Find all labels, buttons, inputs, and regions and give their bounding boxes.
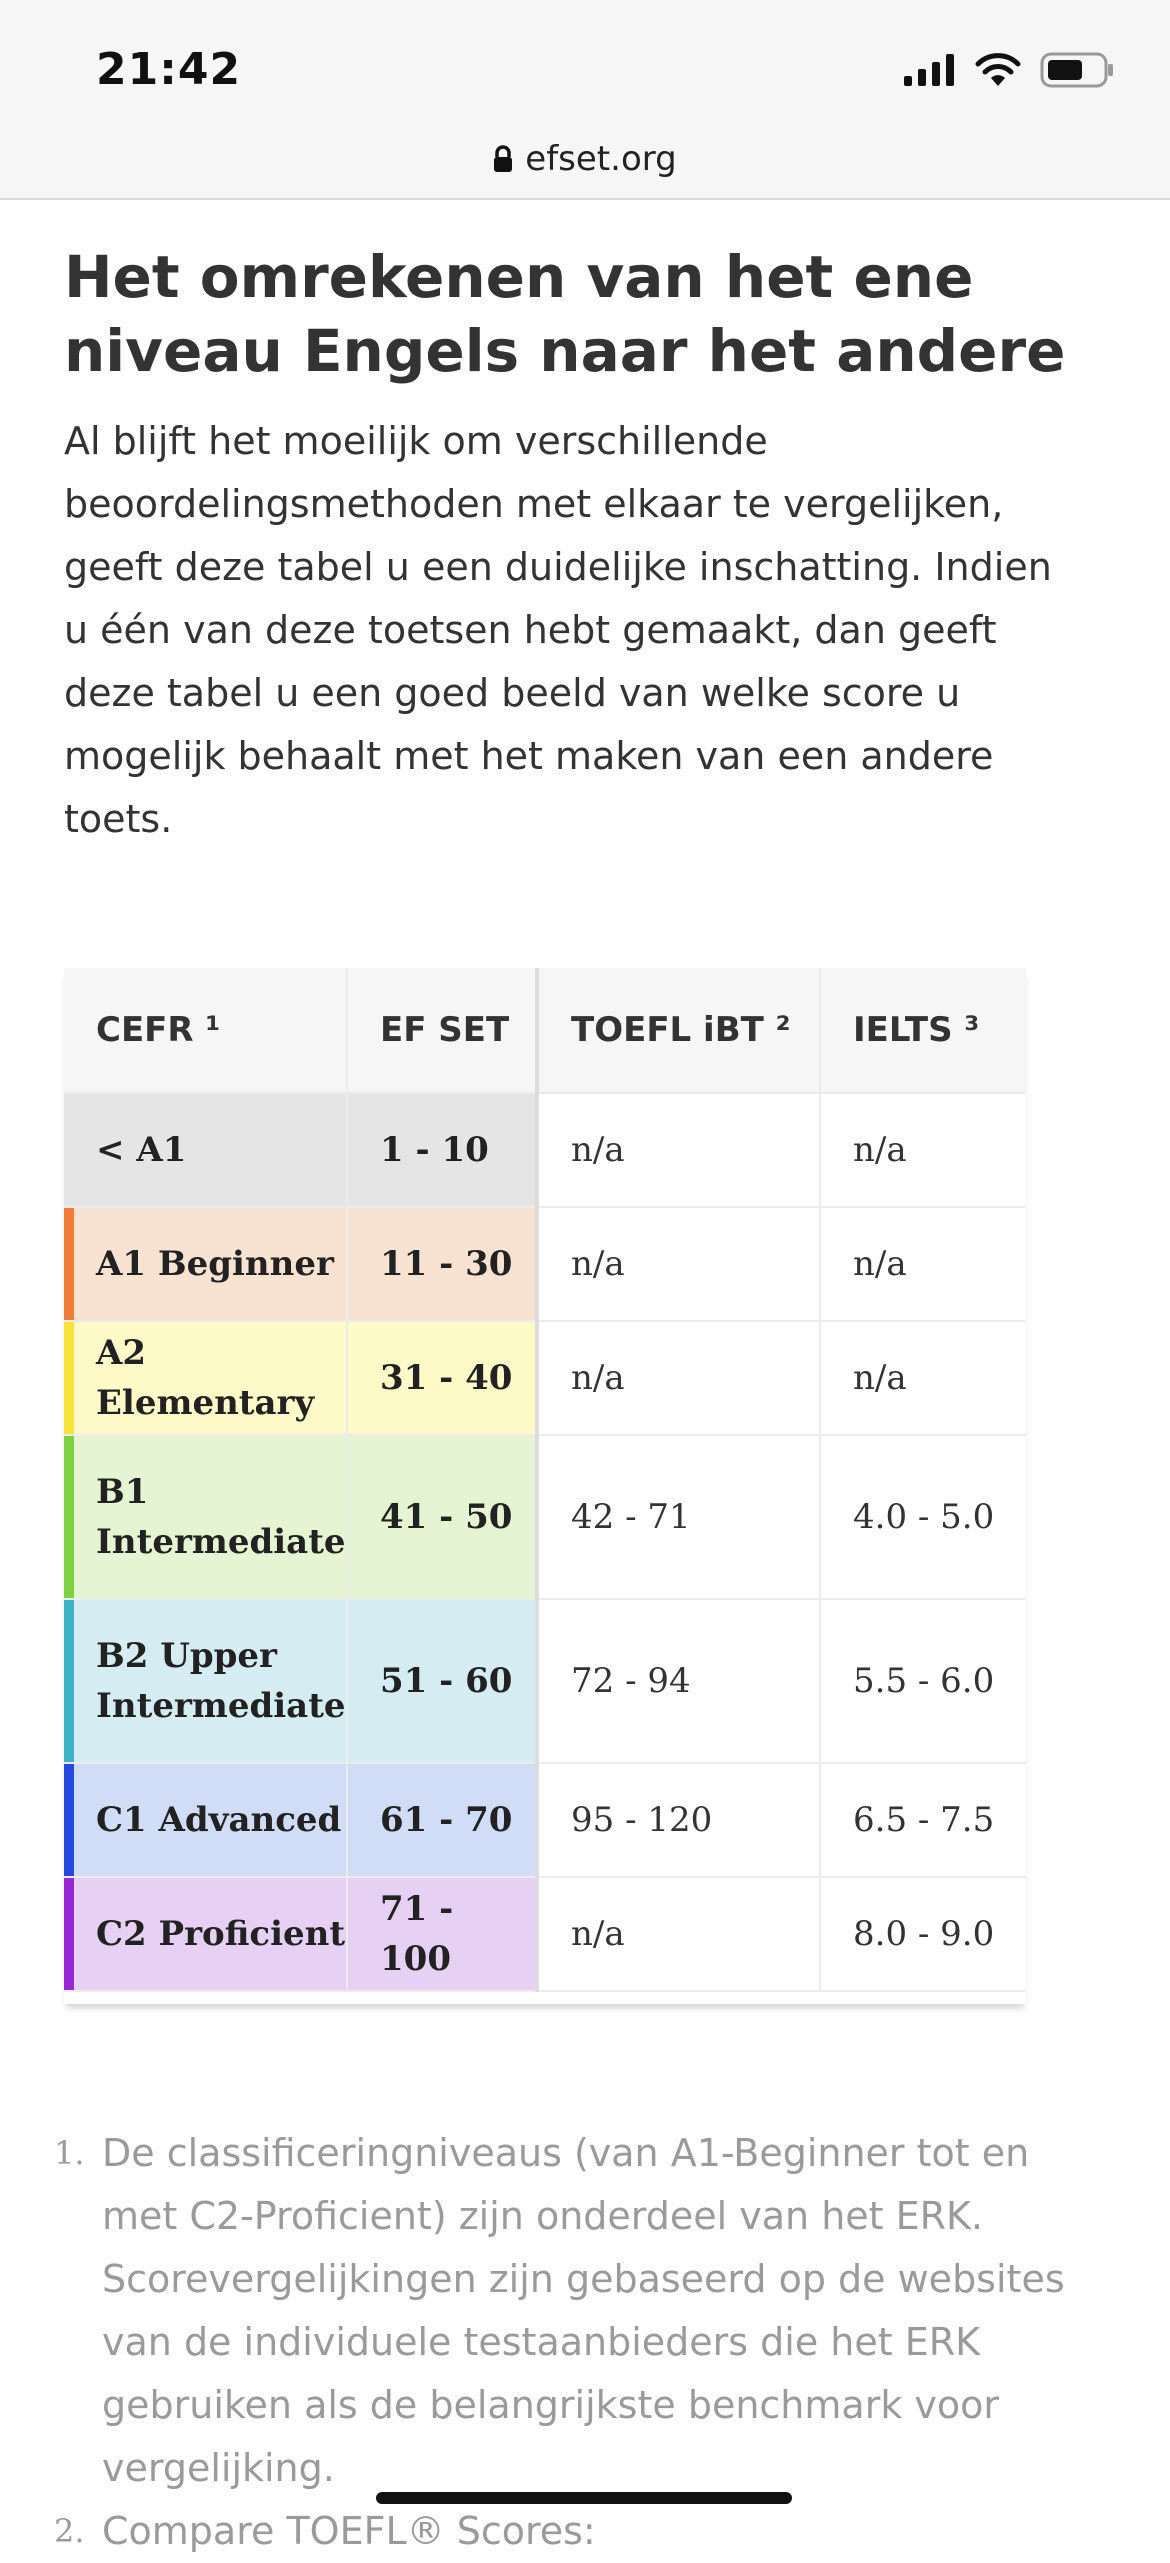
address-bar[interactable] (0, 120, 1170, 200)
cell-efset: 51 - 60 (347, 1599, 537, 1763)
battery-icon (1040, 52, 1114, 88)
cell-efset: 31 - 40 (347, 1321, 537, 1435)
cell-level (64, 1877, 347, 1991)
table-row (64, 1877, 1026, 1991)
level-color-bar (64, 1878, 74, 1990)
cell-ielts: 6.5 - 7.5 (820, 1763, 1026, 1877)
page-title: Het omrekenen van het ene niveau Engels naar het andere (64, 243, 1066, 385)
status-icons (904, 52, 1114, 88)
cell-ielts: 8.0 - 9.0 (820, 1877, 1026, 1991)
signal-icon (904, 54, 956, 86)
table-row (64, 1321, 1026, 1435)
cell-level (64, 1321, 347, 1435)
cell-ielts: n/a (820, 1207, 1026, 1321)
cell-efset: 11 - 30 (347, 1207, 537, 1321)
header-toefl: TOEFL iBT ² (537, 968, 820, 1093)
level-color-bar (64, 1764, 74, 1876)
footnote-number: 1. (54, 2134, 85, 2172)
level-label: < A1 (96, 1130, 187, 1170)
cell-level (64, 1435, 347, 1599)
level-color-bar (64, 1208, 74, 1320)
level-color-bar (64, 1436, 74, 1598)
status-bar (0, 0, 1170, 130)
header-ielts: IELTS ³ (820, 968, 1026, 1093)
wifi-icon (974, 52, 1022, 88)
table-header-row (64, 968, 1026, 1093)
level-label: C2 Proficient (96, 1914, 346, 1954)
level-comparison-table-wrapper[interactable] (64, 968, 1026, 2004)
url-text[interactable]: efset.org (525, 139, 677, 179)
level-label: C1 Advanced (96, 1800, 342, 1840)
level-label: B2 Upper Intermediate (96, 1636, 346, 1726)
cell-efset: 1 - 10 (347, 1093, 537, 1207)
cell-efset: 61 - 70 (347, 1763, 537, 1877)
intro-paragraph: Al blijft het moeilijk om verschillende beoordelingsmethoden met elkaar te vergelijken, geeft deze tabel u een duidelijke inschatting. Indien u één van deze toetsen hebt gemaakt, dan geeft deze tabel u een goed beeld van welke score u mogelijk behaalt met het maken van een andere toets. (64, 419, 1052, 841)
cell-level (64, 1763, 347, 1877)
cell-toefl: n/a (537, 1093, 820, 1207)
cell-ielts: n/a (820, 1093, 1026, 1207)
cell-efset: 71 - 100 (347, 1877, 537, 1991)
cell-level (64, 1599, 347, 1763)
header-efset: EF SET (347, 968, 537, 1093)
lock-icon (493, 145, 513, 173)
cell-ielts: 4.0 - 5.0 (820, 1435, 1026, 1599)
cell-level (64, 1207, 347, 1321)
level-color-bar (64, 1094, 74, 1206)
cell-toefl: n/a (537, 1877, 820, 1991)
table-row (64, 1207, 1026, 1321)
table-row (64, 1763, 1026, 1877)
level-label: A2 Elementary (96, 1333, 315, 1423)
article (64, 240, 1074, 851)
table-row (64, 1599, 1026, 1763)
cell-ielts: n/a (820, 1321, 1026, 1435)
footnote-text: De classificeringniveaus (van A1-Beginner tot en met C2-Proficient) zijn onderdeel van het ERK. Scorevergelijkingen zijn gebaseerd op de websites van de individuele testaanbieders die het ERK gebruiken als de belangrijkste benchmark voor vergelijking. (102, 2131, 1065, 2490)
cell-toefl: 72 - 94 (537, 1599, 820, 1763)
cell-toefl: 95 - 120 (537, 1763, 820, 1877)
cell-toefl: 42 - 71 (537, 1435, 820, 1599)
level-label: A1 Beginner (96, 1244, 334, 1284)
table-row (64, 1093, 1026, 1207)
home-indicator[interactable] (376, 2492, 792, 2504)
level-color-bar (64, 1322, 74, 1434)
level-color-bar (64, 1600, 74, 1762)
table-row (64, 1435, 1026, 1599)
cell-toefl: n/a (537, 1207, 820, 1321)
level-label: B1 Intermediate (96, 1472, 346, 1562)
clock: 21:42 (96, 44, 242, 95)
cell-ielts: 5.5 - 6.0 (820, 1599, 1026, 1763)
footnote-link[interactable]: Compare TOEFL® Scores: (102, 2509, 596, 2553)
cell-toefl: n/a (537, 1321, 820, 1435)
footnote-number: 2. (54, 2512, 85, 2550)
header-cefr: CEFR ¹ (64, 968, 347, 1093)
footnote-item (50, 2122, 1070, 2500)
level-comparison-table (64, 968, 1026, 1992)
cell-level (64, 1093, 347, 1207)
cell-efset: 41 - 50 (347, 1435, 537, 1599)
